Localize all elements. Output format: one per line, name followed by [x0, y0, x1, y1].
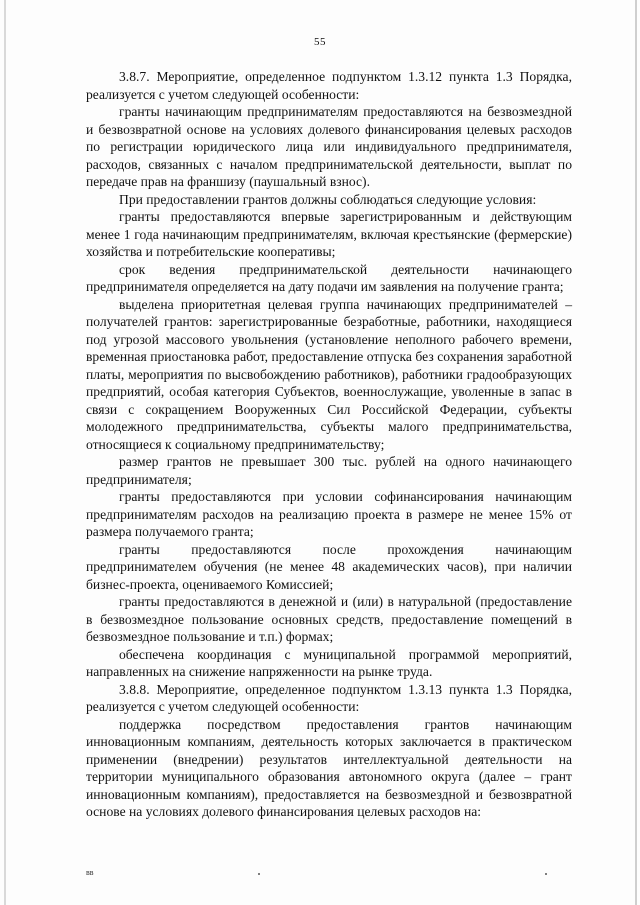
paragraph: 3.8.7. Мероприятие, определенное подпунктом 1.3.12 пункта 1.3 Порядка, реализуется с учетом следующей особенности:	[86, 69, 572, 102]
paragraph: 3.8.8. Мероприятие, определенное подпунктом 1.3.13 пункта 1.3 Порядка, реализуется с учетом следующей особенности:	[86, 681, 572, 714]
document-body	[86, 68, 572, 821]
scan-speck	[545, 873, 547, 875]
paragraph: срок ведения предпринимательской деятельности начинающего предпринимателя определяется на дату подачи им заявления на получение гранта;	[86, 261, 572, 294]
paragraph: гранты предоставляются при условии софинансирования начинающим предпринимателям расходов на реализацию проекта в размере не менее 15% от размера получаемого гранта;	[86, 489, 572, 539]
paragraph: выделена приоритетная целевая группа начинающих предпринимателей – получателей грантов: зарегистрированные безработные, работники, находящиеся под угрозой массового увольнения (установление неполного рабочего времени, временная приостановка работ, предоставление отпуска без сохранения заработной платы, мероприятия по высвобождению работников), работники градообразующих предприятий, особая категория Субъектов, военнослужащие, уволенные в запас в связи с сокращением Вооруженных Сил Российской Федерации, субъекты молодежного предпринимательства, субъекты малого предпринимательства, относящиеся к социальному предпринимательству;	[86, 296, 572, 452]
paragraph: гранты предоставляются впервые зарегистрированным и действующим менее 1 года начинающим предпринимателям, включая крестьянские (фермерские) хозяйства и потребительские кооперативы;	[86, 209, 572, 259]
paragraph: поддержка посредством предоставления грантов начинающим инновационным компаниям, деятельность которых заключается в практическом применении (внедрении) результатов интеллектуальной деятельности на территории муниципального образования автономного округа (далее – грант инновационным компаниям), предоставляется на безвозмездной и безвозвратной основе на условиях долевого финансирования целевых расходов на:	[86, 716, 572, 819]
paragraph: обеспечена координация с муниципальной программой мероприятий, направленных на снижение напряженности на рынке труда.	[86, 646, 572, 679]
paragraph: При предоставлении грантов должны соблюдаться следующие условия:	[119, 191, 537, 207]
footer-mark: вв	[86, 868, 94, 877]
paragraph: размер грантов не превышает 300 тыс. рублей на одного начинающего предпринимателя;	[86, 454, 572, 487]
paragraph: гранты предоставляются после прохождения начинающим предпринимателем обучения (не менее 48 академических часов), при наличии бизнес-проекта, оцениваемого Комиссией;	[86, 541, 572, 592]
scan-edge-right	[635, 0, 637, 905]
page-number: 55	[314, 36, 326, 48]
scan-edge-left	[4, 0, 6, 905]
scan-speck	[258, 873, 260, 875]
paragraph: гранты предоставляются в денежной и (или) в натуральной (предоставление в безвозмездное пользование основных средств, предоставление помещений в безвозмездное пользование и т.п.) формах;	[86, 594, 572, 644]
paragraph: гранты начинающим предпринимателям предоставляются на безвозмездной и безвозвратной основе на условиях долевого финансирования целевых расходов по регистрации юридического лица или индивидуального предпринимателя, расходов, связанных с началом предпринимательской деятельности, выплат по передаче прав на франшизу (паушальный взнос).	[86, 104, 572, 189]
